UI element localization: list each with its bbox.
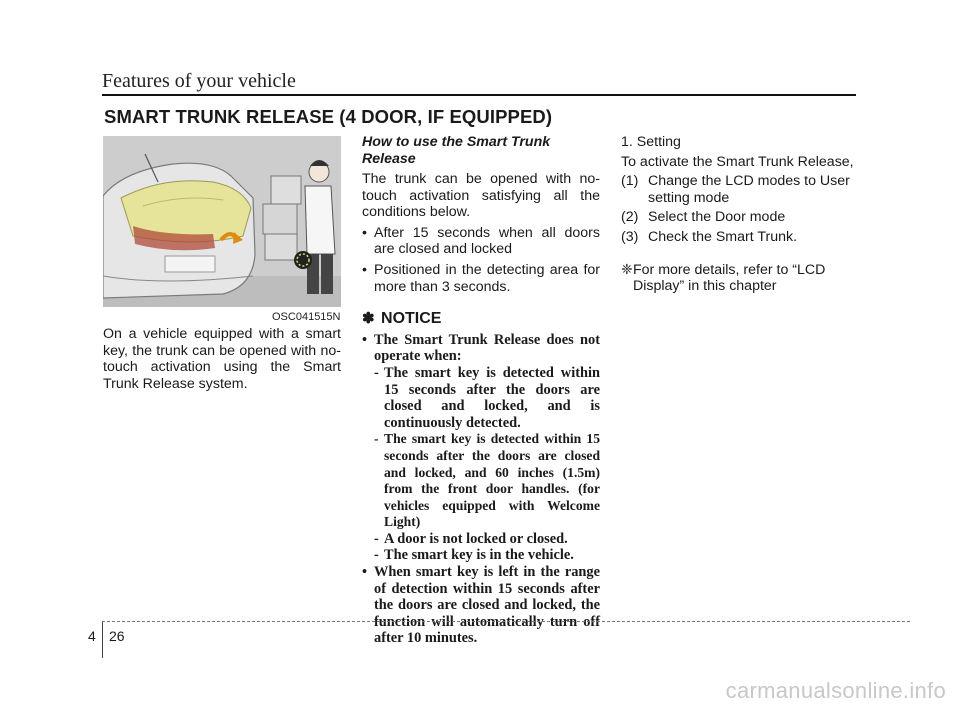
notice-subitem: - A door is not locked or closed.	[374, 530, 568, 547]
setting-title: 1. Setting	[621, 134, 681, 150]
footer-rule	[102, 621, 910, 622]
notice-subitem: - The smart key is in the vehicle.	[374, 547, 574, 564]
usage-intro: The trunk can be opened with no-touch activation satisfying all the conditions below.	[362, 171, 600, 221]
trunk-illustration	[103, 136, 341, 307]
notice-body	[362, 332, 600, 647]
condition-bullet: • Positioned in the detecting area for more than 3 seconds.	[362, 262, 600, 295]
notice-star-icon: ✽	[362, 310, 375, 328]
section-title: SMART TRUNK RELEASE (4 DOOR, IF EQUIPPED)	[104, 106, 553, 127]
setting-step: (1) Change the LCD modes to User setting mode	[621, 173, 850, 206]
figure-code: OSC041515N	[272, 311, 341, 323]
page-number: 26	[109, 628, 125, 644]
footer-divider	[102, 622, 103, 658]
setting-column	[621, 134, 859, 295]
notice-subitem: - The smart key is detected within 15 seconds after the doors are closed and locked, and is continuously detected.	[374, 364, 600, 431]
usage-heading: How to use the Smart Trunk Release	[362, 134, 551, 167]
setting-intro: To activate the Smart Trunk Release,	[621, 153, 854, 170]
chapter-number: 4	[88, 628, 96, 644]
condition-bullet: • After 15 seconds when all doors are closed and locked	[362, 225, 600, 258]
intro-column	[103, 326, 341, 392]
setting-step: (2) Select the Door mode	[621, 209, 786, 226]
notice-label: NOTICE	[381, 310, 442, 328]
notice-title	[362, 311, 600, 328]
usage-column	[362, 134, 600, 647]
header-title: Features of your vehicle	[102, 70, 296, 92]
reference-note: ❈ For more details, refer to “LCD Display” in this chapter	[621, 261, 826, 295]
watermark: carmanualsonline.info	[725, 678, 946, 703]
intro-text: On a vehicle equipped with a smart key, the trunk can be opened with no-touch activation using the Smart Trunk Release system.	[103, 326, 341, 392]
notice-subitem: - The smart key is detected within 15 seconds after the doors are closed and locked, and 60 inches (1.5m) from the front door handles. (for vehicles equipped with Welcome Light)	[374, 431, 600, 530]
notice-item: • The Smart Trunk Release does not operate when:	[362, 332, 600, 365]
reference-mark-icon: ❈	[621, 261, 633, 278]
setting-step: (3) Check the Smart Trunk.	[621, 228, 798, 245]
header-rule	[102, 94, 856, 96]
notice-item: • When smart key is left in the range of detection within 15 seconds after the doors are closed and locked, the function will automatically turn off after 10 minutes.	[362, 564, 600, 647]
